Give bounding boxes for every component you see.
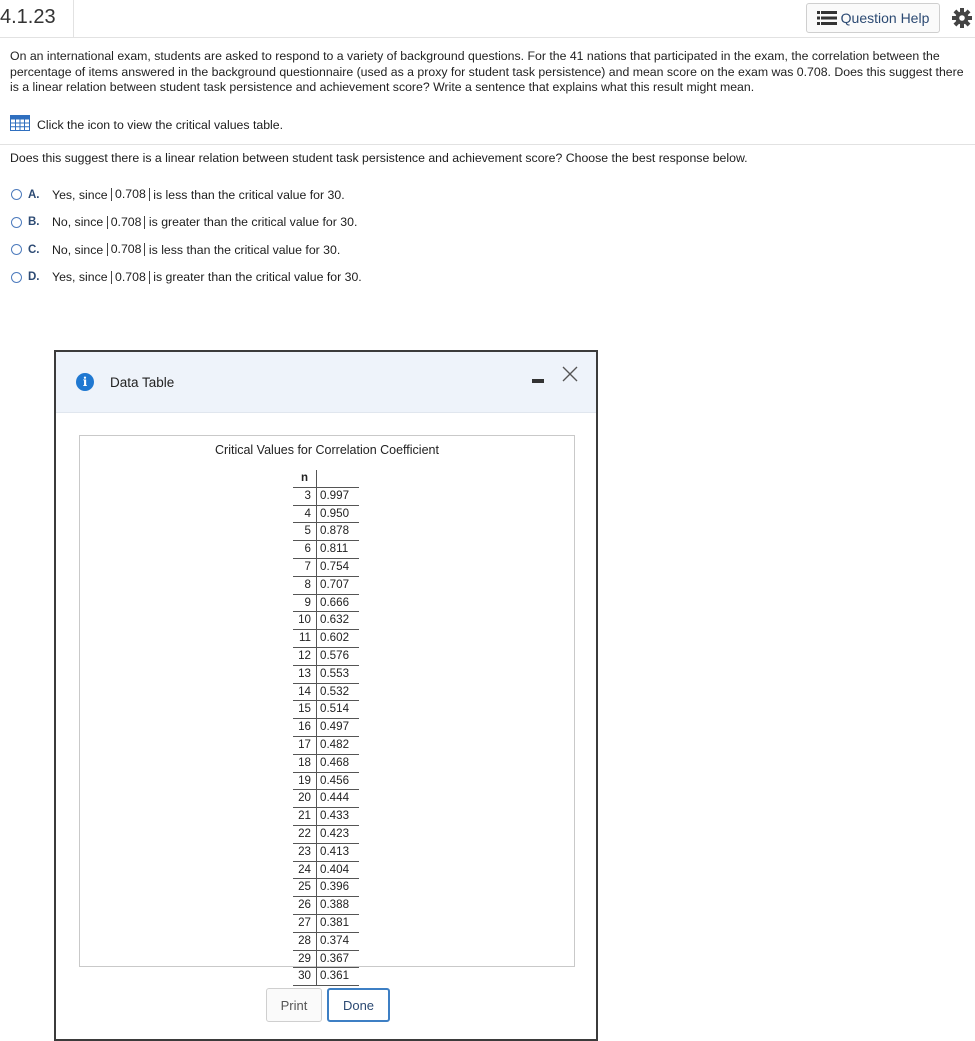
table-row	[293, 594, 359, 612]
question-text: Does this suggest there is a linear relation between student task persistence and achievement score? Choose the best response below.	[10, 151, 748, 165]
table-row	[293, 505, 359, 523]
table-row	[293, 630, 359, 648]
table-row	[293, 843, 359, 861]
column-header-n: n	[293, 470, 317, 487]
table-row	[293, 861, 359, 879]
cell-critical-value: 0.576	[317, 647, 360, 665]
table-row	[293, 879, 359, 897]
cell-n: 29	[293, 950, 317, 968]
cell-critical-value: 0.878	[317, 523, 360, 541]
table-row	[293, 808, 359, 826]
cell-n: 26	[293, 897, 317, 915]
cell-critical-value: 0.433	[317, 808, 360, 826]
critical-values-link[interactable]	[10, 115, 283, 134]
cell-n: 23	[293, 843, 317, 861]
cell-n: 19	[293, 772, 317, 790]
cell-n: 28	[293, 932, 317, 950]
table-row	[293, 683, 359, 701]
cell-critical-value: 0.666	[317, 594, 360, 612]
cell-critical-value: 0.423	[317, 825, 360, 843]
table-row	[293, 558, 359, 576]
cell-critical-value: 0.553	[317, 665, 360, 683]
question-help-button[interactable]	[806, 3, 940, 33]
close-icon[interactable]	[562, 366, 578, 387]
table-row	[293, 701, 359, 719]
table-row	[293, 914, 359, 932]
table-row	[293, 523, 359, 541]
cell-n: 7	[293, 558, 317, 576]
option-letter: C.	[28, 243, 40, 256]
cell-critical-value: 0.754	[317, 558, 360, 576]
option-b[interactable]	[11, 209, 362, 237]
option-text-pre: No, since	[52, 242, 104, 257]
cell-n: 4	[293, 505, 317, 523]
radio-button[interactable]	[11, 189, 22, 200]
critical-values-link-label: Click the icon to view the critical values table.	[37, 117, 284, 132]
cell-critical-value: 0.396	[317, 879, 360, 897]
cell-n: 20	[293, 790, 317, 808]
cell-critical-value: 0.374	[317, 932, 360, 950]
option-text-post: is greater than the critical value for 30.	[148, 215, 358, 230]
cell-critical-value: 0.497	[317, 719, 360, 737]
table-row	[293, 950, 359, 968]
option-a[interactable]	[11, 181, 362, 209]
cell-critical-value: 0.388	[317, 897, 360, 915]
cell-n: 13	[293, 665, 317, 683]
cell-critical-value: 0.444	[317, 790, 360, 808]
absolute-value: 0.708	[111, 188, 150, 201]
table-row	[293, 790, 359, 808]
cell-n: 5	[293, 523, 317, 541]
table-row	[293, 719, 359, 737]
header-divider	[0, 37, 975, 38]
cell-critical-value: 0.532	[317, 683, 360, 701]
table-row	[293, 754, 359, 772]
option-text-post: is less than the critical value for 30.	[148, 242, 341, 257]
cell-n: 12	[293, 647, 317, 665]
cell-critical-value: 0.602	[317, 630, 360, 648]
absolute-value: 0.708	[107, 243, 146, 256]
table-body	[293, 487, 359, 985]
cell-critical-value: 0.413	[317, 843, 360, 861]
cell-n: 24	[293, 861, 317, 879]
done-button[interactable]: Done	[327, 988, 390, 1022]
option-letter: D.	[28, 271, 40, 284]
info-icon: i	[76, 373, 94, 391]
cell-critical-value: 0.950	[317, 505, 360, 523]
radio-button[interactable]	[11, 217, 22, 228]
cell-n: 11	[293, 630, 317, 648]
cell-critical-value: 0.707	[317, 576, 360, 594]
cell-critical-value: 0.514	[317, 701, 360, 719]
print-button[interactable]: Print	[266, 988, 322, 1022]
option-text-pre: Yes, since	[52, 270, 108, 285]
critical-values-table	[293, 470, 359, 986]
cell-n: 25	[293, 879, 317, 897]
cell-critical-value: 0.404	[317, 861, 360, 879]
dialog-header[interactable]	[56, 352, 596, 413]
section-divider	[0, 144, 975, 145]
cell-n: 18	[293, 754, 317, 772]
cell-critical-value: 0.456	[317, 772, 360, 790]
cell-critical-value: 0.997	[317, 487, 360, 505]
cell-n: 6	[293, 541, 317, 559]
radio-button[interactable]	[11, 244, 22, 255]
table-row	[293, 968, 359, 986]
cell-n: 3	[293, 487, 317, 505]
cell-critical-value: 0.811	[317, 541, 360, 559]
table-row	[293, 647, 359, 665]
header-separator	[73, 0, 74, 37]
cell-n: 9	[293, 594, 317, 612]
data-table-dialog	[54, 350, 598, 1041]
option-d[interactable]	[11, 264, 362, 292]
table-row	[293, 576, 359, 594]
cell-n: 22	[293, 825, 317, 843]
table-row	[293, 897, 359, 915]
cell-critical-value: 0.361	[317, 968, 360, 986]
option-text-post: is less than the critical value for 30.	[153, 187, 345, 202]
absolute-value: 0.708	[111, 271, 150, 284]
absolute-value: 0.708	[107, 216, 146, 229]
table-row	[293, 665, 359, 683]
question-help-label: Question Help	[840, 10, 930, 26]
table-row	[293, 825, 359, 843]
table-icon[interactable]	[10, 115, 30, 134]
table-row	[293, 541, 359, 559]
table-title: Critical Values for Correlation Coefficient	[215, 443, 439, 457]
option-text-pre: Yes, since	[52, 187, 108, 202]
question-number: 4.1.23	[0, 6, 56, 28]
question-prompt: On an international exam, students are asked to respond to a variety of background questions. For the 41 nations that participated in the exam, the correlation between the percentage of items answered in the background questionnaire (used as a proxy for student task persistence) and mean score on the exam was 0.708. Does this suggest there is a linear relation between student task persistence and achievement score? Write a sentence that explains what this result might mean.	[10, 49, 964, 94]
cell-critical-value: 0.468	[317, 754, 360, 772]
cell-n: 30	[293, 968, 317, 986]
cell-critical-value: 0.367	[317, 950, 360, 968]
radio-button[interactable]	[11, 272, 22, 283]
option-text-post: is greater than the critical value for 30.	[153, 270, 362, 285]
table-container[interactable]	[79, 435, 575, 983]
table-row	[293, 487, 359, 505]
cell-n: 27	[293, 914, 317, 932]
cell-n: 8	[293, 576, 317, 594]
table-row	[293, 772, 359, 790]
table-row	[293, 736, 359, 754]
cell-critical-value: 0.482	[317, 736, 360, 754]
cell-n: 21	[293, 808, 317, 826]
answer-options	[11, 181, 362, 291]
gear-icon[interactable]	[952, 8, 972, 33]
cell-n: 17	[293, 736, 317, 754]
cell-n: 16	[293, 719, 317, 737]
option-letter: B.	[28, 216, 40, 229]
cell-critical-value: 0.632	[317, 612, 360, 630]
cell-critical-value: 0.381	[317, 914, 360, 932]
dialog-title: Data Table	[110, 375, 175, 390]
cell-n: 10	[293, 612, 317, 630]
cell-n: 15	[293, 701, 317, 719]
option-c[interactable]	[11, 236, 362, 264]
option-letter: A.	[28, 188, 40, 201]
minimize-icon[interactable]	[532, 379, 544, 383]
cell-n: 14	[293, 683, 317, 701]
table-row	[293, 612, 359, 630]
option-text-pre: No, since	[52, 215, 104, 230]
column-header-value	[317, 470, 360, 487]
table-row	[293, 932, 359, 950]
list-icon	[817, 11, 837, 25]
